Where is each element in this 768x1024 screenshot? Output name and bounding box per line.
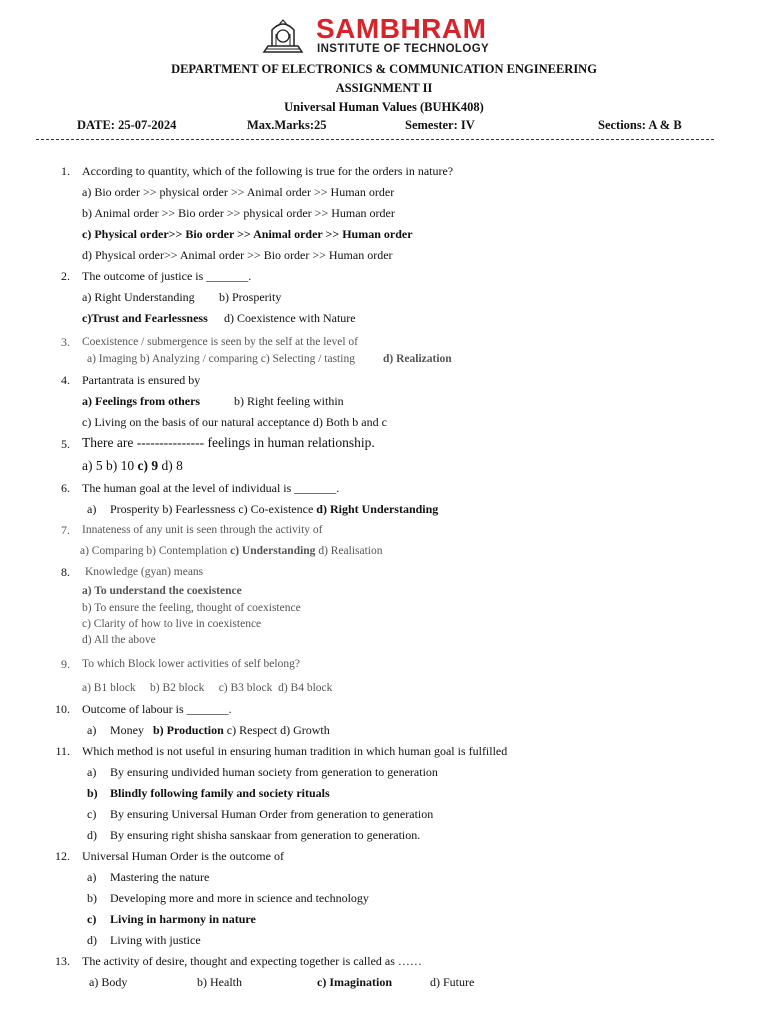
option-line	[110, 723, 330, 737]
option: By ensuring undivided human society from generation to generation	[110, 765, 438, 779]
option: a) Bio order >> physical order >> Animal order >> Human order	[82, 185, 395, 199]
option-line	[80, 544, 383, 558]
question-text: Which method is not useful in ensuring human tradition in which human goal is fulfilled	[82, 744, 508, 758]
question-number: 10.	[55, 702, 70, 716]
question-number: 4.	[61, 373, 70, 387]
max-marks: Max.Marks:25	[247, 118, 327, 132]
option: a) Comparing b) Contemplation	[80, 545, 228, 557]
option: c) Clarity of how to live in coexistence	[82, 618, 262, 630]
answer-option: c) Physical order>> Bio order >> Animal order >> Human order	[82, 227, 413, 241]
answer-option: c) 9	[137, 458, 159, 473]
option: b) Animal order >> Bio order >> physical order >> Human order	[82, 206, 395, 220]
question-text: There are --------------- feelings in human relationship.	[82, 435, 375, 450]
question-number: 13.	[55, 954, 70, 968]
question-number: 9.	[61, 657, 70, 671]
answer-option: c)Trust and Fearlessness	[82, 311, 208, 325]
assignment-title: ASSIGNMENT II	[335, 81, 433, 95]
option: d) Realisation	[318, 545, 383, 557]
question-number: 3.	[61, 335, 70, 349]
option: b) Right feeling within	[234, 394, 344, 408]
option-label: d)	[87, 933, 97, 947]
question-text: Coexistence / submergence is seen by the self at the level of	[82, 336, 359, 348]
sections: Sections: A & B	[598, 118, 682, 132]
question-number: 8.	[61, 565, 70, 579]
logo-subtitle: INSTITUTE OF TECHNOLOGY	[317, 43, 490, 55]
option: d) Future	[430, 975, 475, 989]
question-text: The activity of desire, thought and expecting together is called as ……	[82, 954, 422, 968]
question-text: Knowledge (gyan) means	[85, 566, 204, 578]
option-label: c)	[87, 912, 97, 926]
answer-option: a) To understand the coexistence	[82, 585, 242, 597]
question-text: The outcome of justice is _______.	[82, 269, 252, 283]
dashed-divider	[36, 139, 714, 140]
option-label: b)	[87, 891, 97, 905]
answer-option: Living in harmony in nature	[110, 912, 256, 926]
question-text: According to quantity, which of the following is true for the orders in nature?	[82, 164, 454, 178]
option-line	[110, 502, 438, 516]
question-text: To which Block lower activities of self belong?	[82, 658, 300, 670]
option: a) Right Understanding	[82, 290, 195, 304]
semester: Semester: IV	[405, 118, 475, 132]
option: a) Imaging b) Analyzing / comparing c) Selecting / tasting	[87, 353, 355, 365]
question-text: Universal Human Order is the outcome of	[82, 849, 284, 863]
institute-emblem-icon	[258, 16, 308, 56]
logo-name: SAMBHRAM	[316, 13, 487, 44]
question-text: The human goal at the level of individual is _______.	[82, 481, 340, 495]
option: Prosperity b) Fearlessness c) Co-existence	[110, 502, 314, 516]
option: a) 5 b) 10	[82, 458, 135, 473]
answer-option: c) Understanding	[230, 545, 316, 557]
question-text: Outcome of labour is _______.	[82, 702, 232, 716]
answer-option: c) Imagination	[317, 975, 392, 989]
option-label: b)	[87, 786, 98, 800]
option-line	[82, 459, 183, 473]
question-number: 12.	[55, 849, 70, 863]
option: Living with justice	[110, 933, 201, 947]
option: b) Health	[197, 975, 242, 989]
institute-logo	[256, 14, 496, 58]
option: c) Living on the basis of our natural acceptance d) Both b and c	[82, 415, 387, 429]
course-title: Universal Human Values (BUHK408)	[284, 100, 484, 114]
option: b) Prosperity	[219, 290, 282, 304]
answer-option: d) Right Understanding	[316, 502, 439, 516]
option: c) Respect d) Growth	[226, 723, 330, 737]
answer-option: a) Feelings from others	[82, 394, 201, 408]
answer-option: d) Realization	[383, 353, 452, 365]
option: a) B1 block b) B2 block c) B3 block d) B4 block	[82, 682, 333, 694]
option: d) All the above	[82, 634, 156, 646]
option-label: a)	[87, 870, 97, 884]
answer-option: Blindly following family and society rituals	[110, 786, 330, 800]
option: d) Physical order>> Animal order >> Bio order >> Human order	[82, 248, 393, 262]
option: Developing more and more in science and technology	[110, 891, 369, 905]
option: Money	[110, 723, 144, 737]
option: d) 8	[161, 458, 183, 473]
question-number: 6.	[61, 481, 70, 495]
question-number: 7.	[61, 523, 70, 537]
answer-option: b) Production	[153, 723, 224, 737]
option-label: c)	[87, 807, 97, 821]
department-title: DEPARTMENT OF ELECTRONICS & COMMUNICATION ENGINEERING	[171, 62, 597, 76]
question-text: Partantrata is ensured by	[82, 373, 201, 387]
option-label: a)	[87, 765, 97, 779]
option: Mastering the nature	[110, 870, 210, 884]
date: DATE: 25-07-2024	[77, 118, 177, 132]
question-number: 2.	[61, 269, 70, 283]
question-number: 11.	[55, 744, 70, 758]
option: By ensuring Universal Human Order from generation to generation	[110, 807, 434, 821]
option-label: d)	[87, 828, 97, 842]
option: d) Coexistence with Nature	[224, 311, 356, 325]
option: By ensuring right shisha sanskaar from generation to generation.	[110, 828, 421, 842]
option-label: a)	[87, 723, 97, 737]
option: a) Body	[89, 975, 128, 989]
question-number: 1.	[61, 164, 70, 178]
option: b) To ensure the feeling, thought of coexistence	[82, 602, 301, 614]
question-number: 5.	[61, 437, 70, 451]
option-label: a)	[87, 502, 97, 516]
question-text: Innateness of any unit is seen through the activity of	[82, 524, 323, 536]
